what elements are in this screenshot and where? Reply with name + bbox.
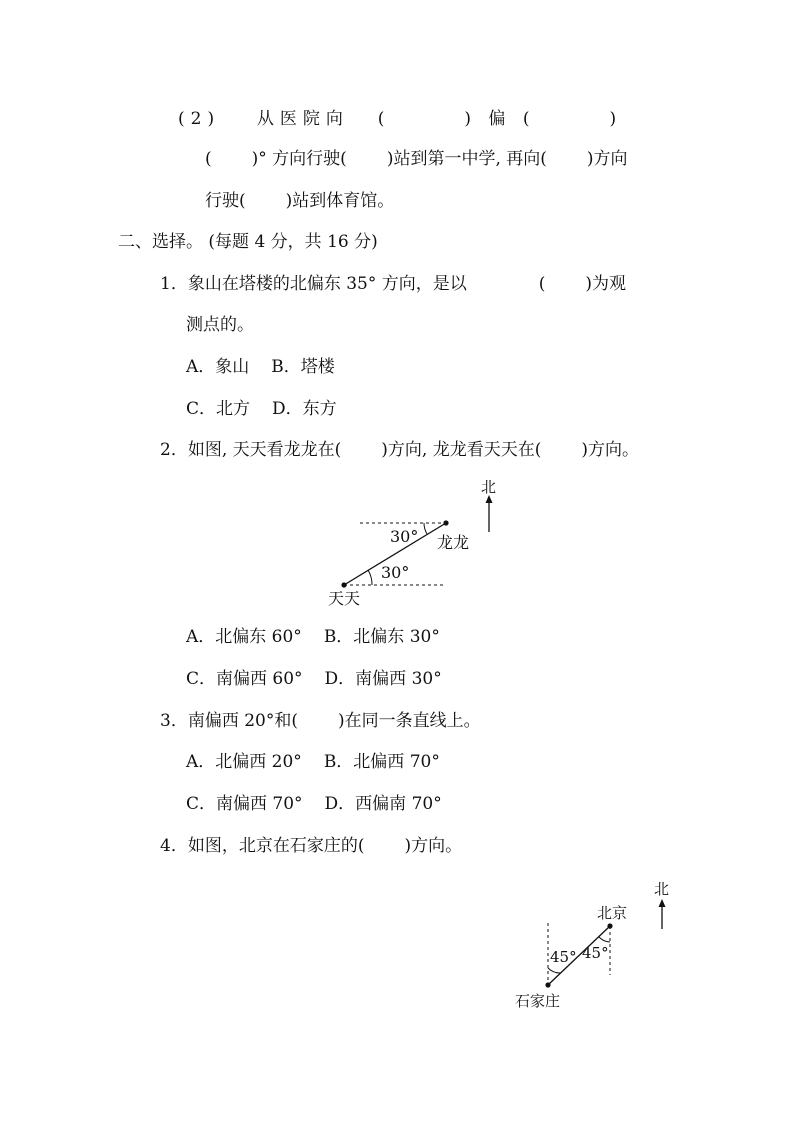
angle-label-top: 30° <box>390 527 419 546</box>
angle-label-bottom: 30° <box>381 563 410 582</box>
angle-arc-top <box>424 523 427 534</box>
choice1-option-b[interactable]: B．塔楼 <box>271 357 335 377</box>
choice3-options-cd <box>186 793 442 815</box>
angle-arc-bottom <box>368 570 372 585</box>
q1-part2-number: (2) <box>178 109 221 129</box>
point-tiantian <box>341 582 346 587</box>
point-shijiazhuang <box>545 982 550 987</box>
choice2-option-c[interactable]: C．南偏西 60° <box>186 669 303 689</box>
q1-part2-line1: (2) 从医院向 ( ) 偏 ( ) <box>178 109 623 129</box>
q1-part2-text: 从医院向 <box>256 109 349 129</box>
north-label-2: 北 <box>654 880 670 898</box>
choice3-stem: 3．南偏西 20°和( )在同一条直线上。 <box>160 711 481 731</box>
choice2-option-d[interactable]: D．南偏西 30° <box>324 669 442 689</box>
q1-part2-line2: ( )° 方向行驶( )站到第一中学, 再向( )方向 <box>205 149 628 169</box>
choice3-option-c[interactable]: C．南偏西 70° <box>186 794 303 814</box>
choice1-stem-cont: 测点的。 <box>186 315 254 335</box>
angle-label-left: 45° <box>550 948 577 966</box>
choice3-option-d[interactable]: D．西偏南 70° <box>324 794 442 814</box>
choice2-option-b[interactable]: B．北偏东 30° <box>323 627 440 647</box>
choice2-stem: 2．如图, 天天看龙龙在( )方向, 龙龙看天天在( )方向。 <box>160 440 639 460</box>
choice1-option-d[interactable]: D．东方 <box>272 399 337 419</box>
choice1-option-c[interactable]: C．北方 <box>186 399 251 419</box>
choice2-option-a[interactable]: A．北偏东 60° <box>186 627 302 647</box>
point-longlong <box>443 520 448 525</box>
north-arrowhead <box>486 495 493 503</box>
choice3-option-a[interactable]: A．北偏西 20° <box>186 752 302 772</box>
north-label: 北 <box>481 478 497 496</box>
label-beijing: 北京 <box>597 904 628 922</box>
angle-arc-left <box>548 968 560 973</box>
choice3-options-ab <box>186 751 440 773</box>
choice1-option-a[interactable]: A．象山 <box>186 357 250 377</box>
label-tiantian: 天天 <box>328 589 361 608</box>
q1-part2-line3: 行驶( )站到体育馆。 <box>205 191 395 211</box>
section-title: 二、选择。 (每题 4 分，共 16 分) <box>118 232 378 252</box>
choice3-option-b[interactable]: B．北偏西 70° <box>323 752 440 772</box>
label-longlong: 龙龙 <box>437 533 470 552</box>
angle-arc-right <box>599 937 610 942</box>
label-shijiazhuang: 石家庄 <box>515 992 561 1010</box>
choice2-options-ab <box>186 626 440 648</box>
choice1-stem: 1．象山在塔楼的北偏东 35° 方向，是以 ( )为观 <box>160 274 627 294</box>
choice2-options-cd <box>186 668 442 690</box>
choice4-stem: 4．如图，北京在石家庄的( )方向。 <box>160 836 463 856</box>
north-arrowhead-2 <box>659 899 666 907</box>
point-beijing <box>607 923 612 928</box>
angle-label-right: 45° <box>582 944 609 962</box>
